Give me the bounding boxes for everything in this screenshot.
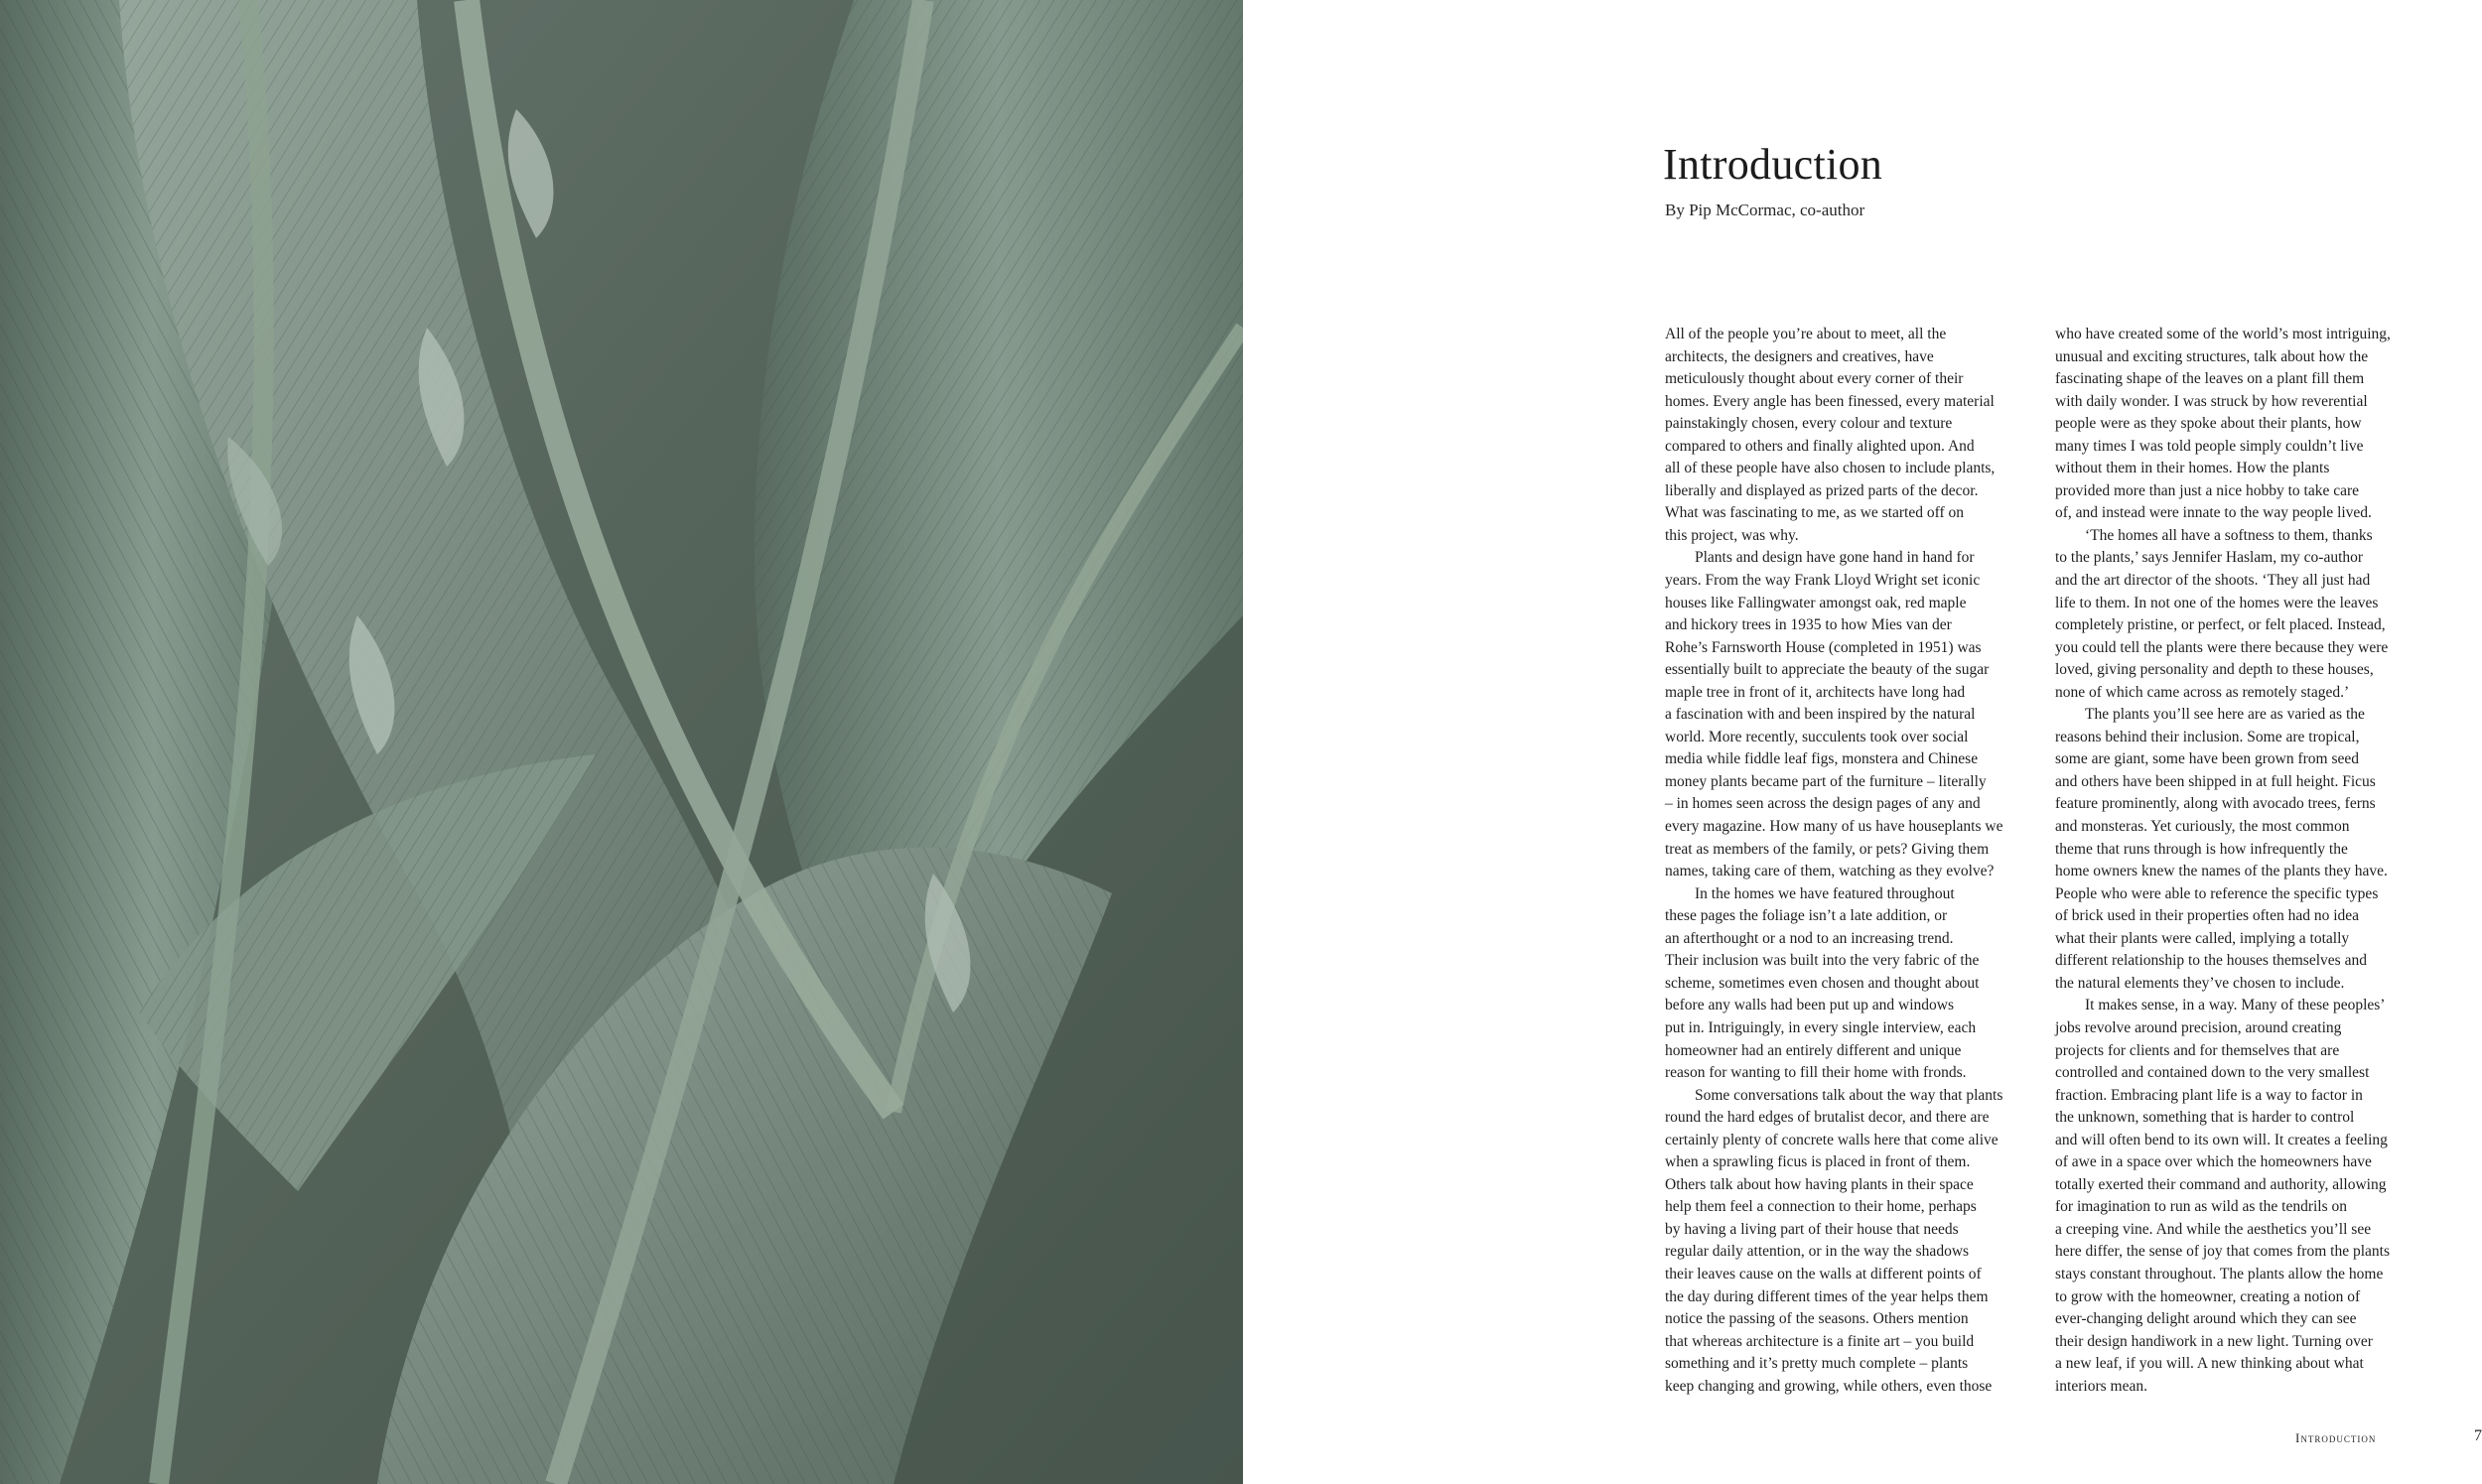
body-column-right	[2055, 324, 2430, 1398]
text-line: architects, the designers and creatives, have	[1665, 347, 1934, 365]
text-line: that whereas architecture is a finite art – you build	[1665, 1332, 1975, 1350]
text-line: without them in their homes. How the plants	[2055, 460, 2330, 477]
text-line: Others talk about how having plants in their space	[1665, 1175, 1974, 1193]
text-line: the unknown, something that is harder to control	[2055, 1109, 2355, 1127]
text-line: treat as members of the family, or pets? Giving them	[1665, 840, 1990, 858]
text-line: who have created some of the world’s most intriguing,	[2055, 326, 2391, 342]
text-line: something and it’s pretty much complete – plants	[1665, 1355, 1969, 1373]
text-line: regular daily attention, or in the way the shadows	[1665, 1243, 1970, 1261]
text-line: before any walls had been put up and windows	[1665, 997, 1954, 1014]
text-line: all of these people have also chosen to include plants,	[1665, 460, 1996, 477]
text-line: and hickory trees in 1935 to how Mies van der	[1665, 616, 1952, 634]
text-line: homes. Every angle has been finessed, every material	[1665, 392, 1995, 410]
text-line: notice the passing of the seasons. Others mention	[1665, 1310, 1969, 1328]
text-line: projects for clients and for themselves that are	[2055, 1041, 2340, 1059]
text-line: different relationship to the houses themselves and	[2055, 952, 2367, 970]
text-line: It makes sense, in a way. Many of these peoples’	[2085, 997, 2386, 1014]
text-line: a new leaf, if you will. A new thinking about what	[2055, 1355, 2364, 1373]
text-line: their design handiwork in a new light. Turning over	[2055, 1332, 2373, 1350]
text-line: theme that runs through is how infrequently the	[2055, 840, 2348, 858]
text-line: liberally and displayed as prized parts of the decor.	[1665, 481, 1979, 499]
text-line: jobs revolve around precision, around creating	[2055, 1018, 2342, 1036]
text-line: by having a living part of their house that needs	[1665, 1220, 1959, 1238]
text-line: fascinating shape of the leaves on a plant fill them	[2055, 370, 2365, 388]
text-line: life to them. In not one of the homes were the leaves	[2055, 594, 2379, 611]
text-line: and will often bend to its own will. It creates a feeling	[2055, 1131, 2388, 1148]
text-line: of brick used in their properties often had no idea	[2055, 907, 2360, 925]
text-line: of, and instead were innate to the way people lived.	[2055, 504, 2372, 522]
text-line: Their inclusion was built into the very fabric of the	[1665, 952, 1980, 970]
text-line: keep changing and growing, while others, even those	[1665, 1377, 1993, 1395]
text-line: a creeping vine. And while the aesthetics you’ll see	[2055, 1220, 2372, 1238]
text-line: All of the people you’re about to meet, all the	[1665, 326, 1947, 342]
text-line: many times I was told people simply couldn’t live	[2055, 437, 2364, 455]
page-number: 7	[2474, 1427, 2482, 1444]
text-line: what their plants were called, implying a totally	[2055, 929, 2350, 947]
text-line: stays constant throughout. The plants allow the home	[2055, 1265, 2384, 1282]
text-line: home owners knew the names of the plants they have.	[2055, 863, 2388, 880]
text-line: certainly plenty of concrete walls here that come alive	[1665, 1131, 1999, 1148]
text-line: round the hard edges of brutalist decor, and there are	[1665, 1109, 1990, 1127]
text-line: to the plants,’ says Jennifer Haslam, my co-author	[2055, 549, 2364, 567]
page-title: Introduction	[1663, 140, 1883, 189]
text-line: of awe in a space over which the homeowners have	[2055, 1153, 2372, 1171]
text-line: years. From the way Frank Lloyd Wright set iconic	[1665, 572, 1981, 590]
text-line: feature prominently, along with avocado trees, ferns	[2055, 795, 2376, 813]
text-line: with daily wonder. I was struck by how reverential	[2055, 392, 2368, 410]
text-line: Plants and design have gone hand in hand for	[1695, 549, 1975, 567]
text-line: the natural elements they’ve chosen to include.	[2055, 974, 2345, 992]
article-page	[1243, 0, 2482, 1484]
text-line: a fascination with and been inspired by the natural	[1665, 706, 1976, 724]
text-line: you could tell the plants were there because they were	[2055, 638, 2389, 656]
byline: By Pip McCormac, co-author	[1665, 201, 1865, 219]
text-line: The plants you’ll see here are as varied as the	[2085, 706, 2365, 724]
text-line: people were as they spoke about their plants, how	[2055, 415, 2362, 433]
text-line: People who were able to reference the specific types	[2055, 884, 2379, 902]
text-line: fraction. Embracing plant life is a way to factor in	[2055, 1086, 2363, 1104]
text-line: interiors mean.	[2055, 1377, 2147, 1395]
text-line: this project, was why.	[1665, 526, 1799, 544]
text-line: these pages the foliage isn’t a late addition, or	[1665, 907, 1948, 925]
text-line: put in. Intriguingly, in every single interview, each	[1665, 1018, 1977, 1036]
text-line: every magazine. How many of us have houseplants we	[1665, 818, 2003, 836]
text-line: help them feel a connection to their home, perhaps	[1665, 1198, 1977, 1216]
text-line: Some conversations talk about the way that plants	[1695, 1086, 2003, 1104]
text-line: essentially built to appreciate the beauty of the sugar	[1665, 661, 1990, 679]
text-line: meticulously thought about every corner of their	[1665, 370, 1964, 388]
text-line: to grow with the homeowner, creating a notion of	[2055, 1287, 2361, 1305]
text-line: compared to others and finally alighted upon. And	[1665, 437, 1975, 455]
text-line: In the homes we have featured throughout	[1695, 884, 1955, 902]
text-line: homeowner had an entirely different and unique	[1665, 1041, 1962, 1059]
text-line: names, taking care of them, watching as they evolve?	[1665, 863, 1995, 880]
text-line: maple tree in front of it, architects have long had	[1665, 683, 1966, 701]
text-line: for imagination to run as wild as the tendrils on	[2055, 1198, 2348, 1216]
text-line: an afterthought or a nod to an increasing trend.	[1665, 929, 1954, 947]
text-line: controlled and contained down to the very smallest	[2055, 1064, 2370, 1082]
text-line: here differ, the sense of joy that comes from the plants	[2055, 1243, 2390, 1261]
text-line: unusual and exciting structures, talk about how the	[2055, 347, 2369, 365]
body-column-left	[1665, 324, 2040, 1398]
text-line: their leaves cause on the walls at different points of	[1665, 1265, 1982, 1282]
text-line: houses like Fallingwater amongst oak, red maple	[1665, 594, 1967, 611]
text-line: painstakingly chosen, every colour and texture	[1665, 415, 1953, 433]
text-line: What was fascinating to me, as we started off on	[1665, 504, 1965, 522]
text-line: and the art director of the shoots. ‘They all just had	[2055, 572, 2371, 590]
text-line: scheme, sometimes even chosen and thought about	[1665, 974, 1980, 992]
text-line: the day during different times of the year helps them	[1665, 1287, 1989, 1305]
text-line: world. More recently, succulents took over social	[1665, 728, 1969, 745]
text-line: reason for wanting to fill their home with fronds.	[1665, 1064, 1967, 1082]
text-line: and monsteras. Yet curiously, the most common	[2055, 818, 2350, 836]
text-line: totally exerted their command and authority, allowing	[2055, 1175, 2387, 1193]
text-line: completely pristine, or perfect, or felt placed. Instead,	[2055, 616, 2386, 634]
text-line: – in homes seen across the design pages of any and	[1665, 795, 1981, 813]
text-line: reasons behind their inclusion. Some are tropical,	[2055, 728, 2360, 745]
text-line: none of which came across as remotely staged.’	[2055, 683, 2350, 701]
text-line: Rohe’s Farnsworth House (completed in 1951) was	[1665, 638, 1982, 656]
text-line: ‘The homes all have a softness to them, thanks	[2085, 526, 2373, 544]
text-line: provided more than just a nice hobby to take care	[2055, 481, 2360, 499]
running-footer-section: Introduction	[2295, 1430, 2377, 1445]
text-line: ever-changing delight around which they can see	[2055, 1310, 2357, 1328]
text-line: when a sprawling ficus is placed in front of them.	[1665, 1153, 1971, 1171]
text-line: media while fiddle leaf figs, monstera and Chinese	[1665, 750, 1979, 768]
text-line: money plants became part of the furniture – literally	[1665, 772, 1987, 790]
text-line: loved, giving personality and depth to these houses,	[2055, 661, 2374, 679]
text-line: and others have been shipped in at full height. Ficus	[2055, 772, 2376, 790]
text-line: some are giant, some have been grown from seed	[2055, 750, 2360, 768]
